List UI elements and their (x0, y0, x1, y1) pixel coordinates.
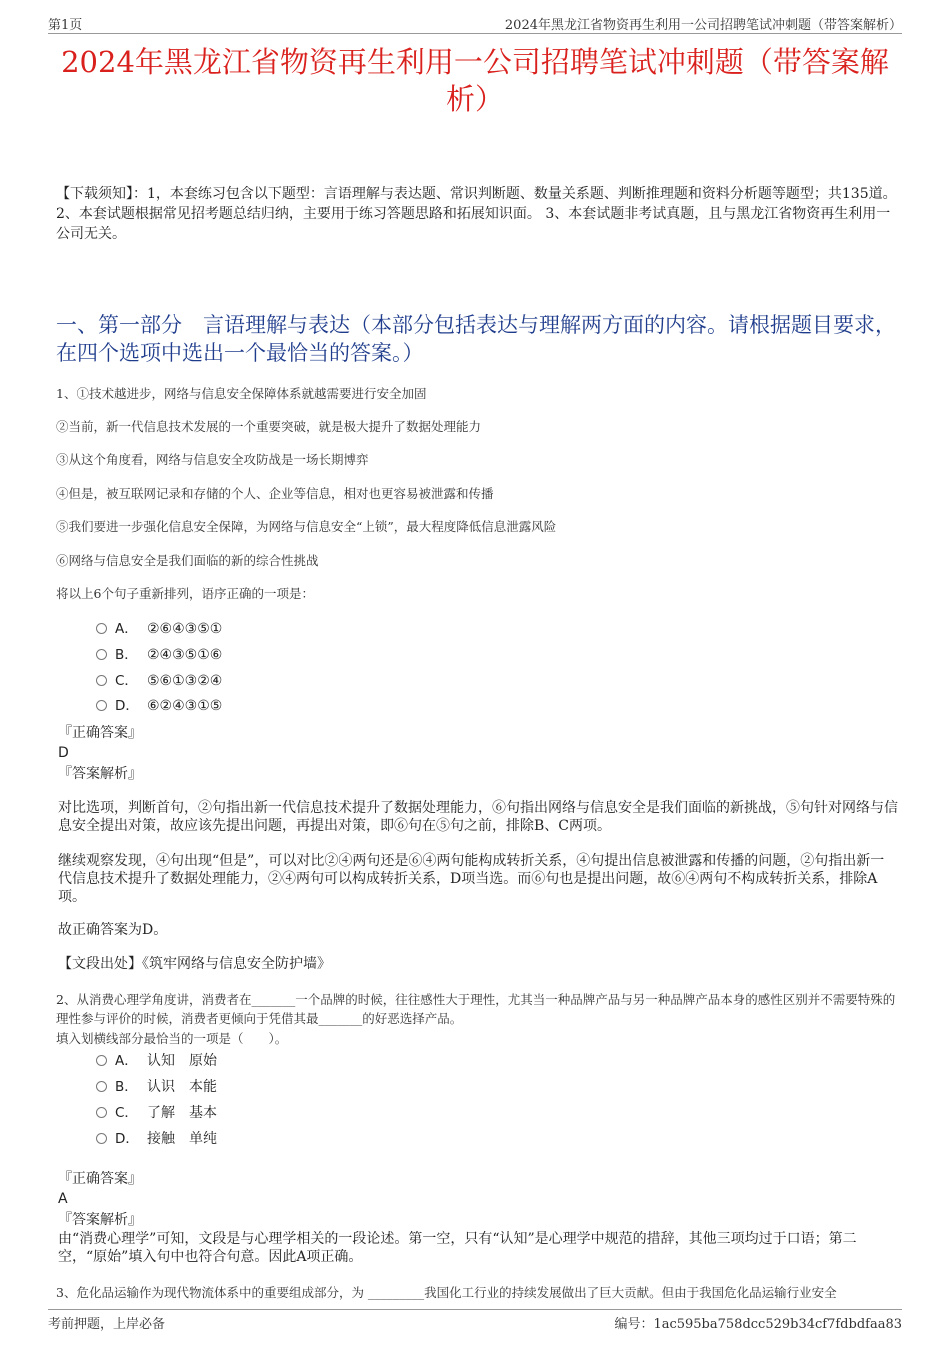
radio-icon[interactable] (96, 623, 107, 634)
page-header (48, 14, 902, 34)
q1-analysis-paragraph: 继续观察发现，④句出现“但是”，可以对比②④两句还是⑥④两句能构成转折关系，④句提出信息被泄露和传播的问题，②句指出新一代信息技术提升了数据处理能力，②④两句可以构成转折关系，D项当选。而⑥句也是提出问题，故⑥④两句不构成转折关系，排除A项。 (58, 853, 885, 905)
radio-icon[interactable] (96, 700, 107, 711)
q2-option-b[interactable]: B． 认识 本能 (96, 1077, 217, 1097)
q1-source: 【文段出处】《筑牢网络与信息安全防护墙》 (58, 956, 331, 972)
q1-prompt: 将以上6个句子重新排列，语序正确的一项是： (56, 586, 314, 601)
q1-analysis-conclusion: 故正确答案为D。 (58, 922, 168, 938)
q1-line: 1、①技术越进步，网络与信息安全保障体系就越需要进行安全加固 (56, 386, 427, 401)
header-doc-title: 2024年黑龙江省物资再生利用一公司招聘笔试冲刺题（带答案解析） (504, 18, 902, 33)
radio-icon[interactable] (96, 1081, 107, 1092)
page-footer (48, 1313, 902, 1333)
footer-divider (48, 1309, 902, 1310)
q2-answer: A (58, 1191, 68, 1207)
download-notice: 【下载须知】：1，本套练习包含以下题型：言语理解与表达题、常识判断题、数量关系题、判断推理题和资料分析题等题型；共135道。 2、本套试题根据常见招考题总结归纳，主要用于练习答题思路和拓展知识面。 3、本套试题非考试真题，且与黑龙江省物资再生利用一公司无关。 (56, 186, 897, 242)
header-divider (48, 33, 902, 34)
q1-answer: D (58, 745, 69, 761)
radio-icon[interactable] (96, 1055, 107, 1066)
section-title: 一、第一部分 言语理解与表达（本部分包括表达与理解两方面的内容。请根据题目要求，在四个选项中选出一个最恰当的答案。） (56, 313, 896, 365)
q2-option-d[interactable]: D． 接触 单纯 (96, 1129, 217, 1149)
q2-stem: 2、从消费心理学角度讲，消费者在_______一个品牌的时候，往往感性大于理性，尤其当一种品牌产品与另一种品牌产品本身的感性区别并不需要特殊的理性参与评价的时候，消费者更倾向于凭借其最_______的好恶选择产品。 (56, 992, 896, 1026)
page-number: 第1页 (48, 18, 83, 33)
radio-icon[interactable] (96, 649, 107, 660)
q2-analysis: 由“消费心理学”可知，文段是与心理学相关的一段论述。第一空，只有“认知”是心理学中规范的措辞，其他三项均过于口语；第二空，“原始”填入句中也符合句意。因此A项正确。 (58, 1231, 857, 1265)
q1-analysis-label: 『答案解析』 (58, 766, 142, 782)
q2-analysis-label: 『答案解析』 (58, 1212, 142, 1228)
q2-answer-label: 『正确答案』 (58, 1171, 142, 1187)
page-title: 2024年黑龙江省物资再生利用一公司招聘笔试冲刺题（带答案解析） (61, 45, 889, 116)
radio-icon[interactable] (96, 1107, 107, 1118)
q2-prompt: 填入划横线部分最恰当的一项是（ ）。 (56, 1031, 288, 1046)
q1-line: ④但是，被互联网记录和存储的个人、企业等信息，相对也更容易被泄露和传播 (56, 486, 494, 501)
q3-stem: 3、危化品运输作为现代物流体系中的重要组成部分，为 _________我国化工行业的持续发展做出了巨大贡献。但由于我国危化品运输行业安全 (56, 1285, 837, 1300)
q1-answer-label: 『正确答案』 (58, 725, 142, 741)
q1-option-c[interactable]: C． ⑤⑥①③②④ (96, 671, 222, 691)
q1-option-d[interactable]: D． ⑥②④③①⑤ (96, 696, 222, 716)
q2-option-c[interactable]: C． 了解 基本 (96, 1103, 217, 1123)
q1-line: ⑥网络与信息安全是我们面临的新的综合性挑战 (56, 553, 319, 568)
radio-icon[interactable] (96, 1133, 107, 1144)
q1-line: ⑤我们要进一步强化信息安全保障，为网络与信息安全“上锁”，最大程度降低信息泄露风险 (56, 519, 557, 534)
q1-line: ②当前，新一代信息技术发展的一个重要突破，就是极大提升了数据处理能力 (56, 419, 482, 434)
q1-option-b[interactable]: B． ②④③⑤①⑥ (96, 645, 222, 665)
document-id: 编号：1ac595ba758dcc529b34cf7fdbdfaa83 (614, 1317, 902, 1332)
q1-option-a[interactable]: A． ②⑥④③⑤① (96, 619, 222, 639)
footer-slogan: 考前押题，上岸必备 (48, 1317, 166, 1332)
q2-option-a[interactable]: A． 认知 原始 (96, 1051, 217, 1071)
q1-analysis-paragraph: 对比选项，判断首句，②句指出新一代信息技术提升了数据处理能力，⑥句指出网络与信息安全是我们面临的新挑战，⑤句针对网络与信息安全提出对策，故应该先提出问题，再提出对策，即⑥句在⑤句之前，排除B、C两项。 (58, 800, 898, 834)
q1-line: ③从这个角度看，网络与信息安全攻防战是一场长期博弈 (56, 452, 369, 467)
radio-icon[interactable] (96, 675, 107, 686)
